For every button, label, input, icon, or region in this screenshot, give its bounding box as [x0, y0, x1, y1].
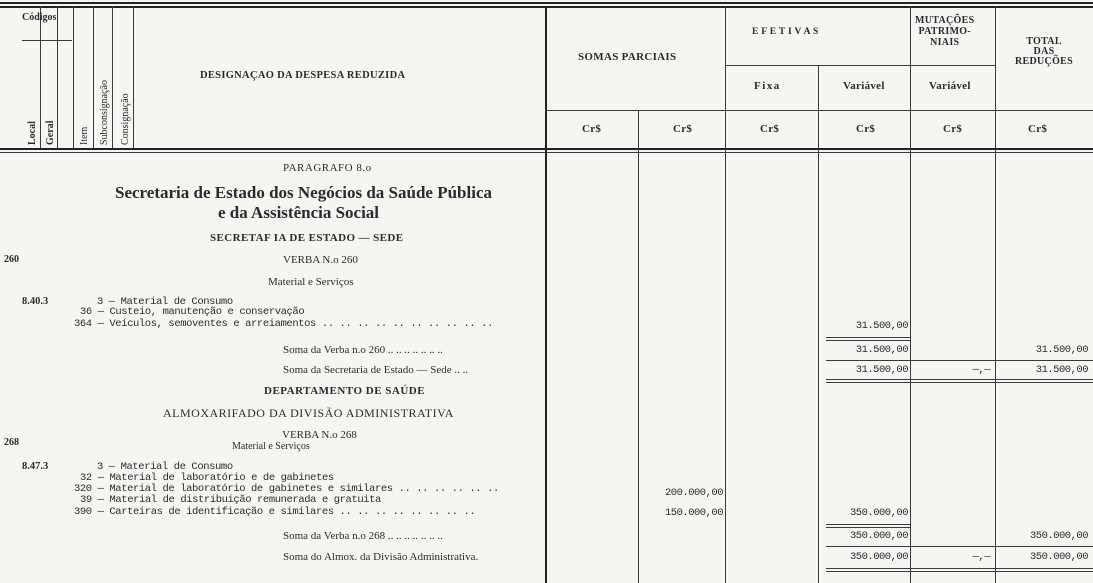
fixa-heading: Fixa — [754, 80, 781, 92]
soma-almox-mutacoes: —,— — [972, 551, 990, 563]
departamento-heading: DEPARTAMENTO DE SAÚDE — [264, 385, 426, 397]
paragrafo-title: PARAGRAFO 8.o — [283, 162, 372, 174]
value-390-somas: 150.000,00 — [664, 507, 723, 519]
col-divider-efetivas — [725, 6, 726, 583]
secretaria-title-1: Secretaria de Estado dos Negócios da Saúde Pública — [115, 183, 493, 202]
item-39-distribuicao: 39 — Material de distribuição remunerada e gratuita — [80, 494, 381, 506]
somas-parciais-heading: SOMAS PARCIAIS — [578, 51, 677, 63]
geral-heading: Geral — [45, 120, 56, 145]
value-320-somas: 200.000,00 — [664, 487, 723, 499]
top-border — [0, 2, 1093, 4]
col-divider — [57, 6, 58, 148]
code-8473: 8.47.3 — [22, 461, 49, 472]
sum-rule — [826, 524, 910, 525]
verba-268-heading: VERBA N.o 268 — [282, 429, 357, 441]
currency-somas-1: Cr$ — [582, 123, 602, 135]
soma-almox-label: Soma do Almox. da Divisão Administrativa. — [283, 551, 479, 563]
col-divider — [133, 6, 134, 148]
code-260: 260 — [4, 254, 19, 265]
item-390-carteiras: 390 — Carteiras de identificação e similares .. .. .. .. .. .. .. .. — [74, 506, 476, 518]
total-line-2: DAS — [1033, 46, 1055, 57]
soma-sede-label: Soma da Secretaria de Estado — Sede .. .. — [283, 364, 469, 376]
efetivas-underline — [725, 65, 910, 66]
currency-fixa: Cr$ — [760, 123, 780, 135]
total-line-3: REDUÇÕES — [1015, 56, 1073, 67]
soma-sede-total: 31.500,00 — [1035, 364, 1088, 376]
value-390-variavel: 350.000,00 — [849, 507, 908, 519]
sum-rule — [826, 568, 1093, 569]
sum-rule — [826, 382, 1093, 383]
secretaria-title-2: e da Assistência Social — [218, 203, 380, 222]
sum-rule — [826, 360, 1093, 361]
consignacao-heading: Consignação — [120, 93, 131, 145]
subconsignacao-heading: Subconsignação — [99, 80, 110, 145]
col-divider-total — [995, 6, 996, 583]
soma-260-variavel: 31.500,00 — [855, 344, 908, 356]
soma-268-total: 350.000,00 — [1029, 530, 1088, 542]
item-364-veiculos: 364 — Veículos, semoventes e arreiamentos .. .. .. .. .. .. .. .. .. .. — [74, 318, 493, 330]
currency-mutacoes: Cr$ — [943, 123, 963, 135]
mutacoes-line-1: MUTAÇÕES — [915, 15, 975, 26]
codigos-heading: Códigos — [22, 12, 57, 23]
designacao-heading: DESIGNAÇAO DA DESPESA REDUZIDA — [200, 70, 406, 81]
code-8403: 8.40.3 — [22, 296, 49, 307]
item-36-custeio: 36 — Custeio, manutenção e conservação — [80, 306, 305, 318]
item-heading: Item — [79, 126, 90, 145]
col-divider — [93, 6, 94, 148]
soma-268-variavel: 350.000,00 — [849, 530, 908, 542]
sum-rule — [826, 546, 1093, 547]
subheader-line — [545, 110, 1093, 111]
soma-verba-260-label: Soma da Verba n.o 260 .. .. .. .. .. .. .. — [283, 344, 443, 356]
col-divider — [40, 6, 41, 148]
col-divider-somas — [638, 110, 639, 583]
total-line-1: TOTAL — [1026, 36, 1062, 47]
mutacoes-line-3: NIAIS — [930, 37, 960, 48]
col-divider-mutacoes — [910, 6, 911, 583]
col-divider — [73, 6, 74, 148]
total-heading — [1004, 37, 1084, 67]
efetivas-heading: E F E T I V A S — [752, 27, 819, 37]
soma-almox-variavel: 350.000,00 — [849, 551, 908, 563]
currency-total: Cr$ — [1028, 123, 1048, 135]
sum-rule — [826, 337, 910, 338]
col-divider — [112, 6, 113, 148]
sum-rule — [826, 379, 1093, 380]
codigos-underline — [22, 40, 72, 41]
col-divider-fixa — [818, 65, 819, 583]
item-3-consumo-2: 3 — Material de Consumo — [97, 461, 233, 473]
code-268: 268 — [4, 437, 19, 448]
item-32-laboratorio: 32 — Material de laboratório e de gabinetes — [80, 472, 334, 484]
value-364-variavel: 31.500,00 — [855, 320, 908, 332]
mutacoes-underline — [910, 65, 995, 66]
soma-260-total: 31.500,00 — [1035, 344, 1088, 356]
soma-verba-268-label: Soma da Verba n.o 268 .. .. .. .. .. .. .. — [283, 530, 443, 542]
item-320-laboratorio: 320 — Material de laboratório de gabinetes e similares .. .. .. .. .. .. — [74, 483, 499, 495]
sum-rule — [826, 571, 1093, 572]
sum-rule — [826, 527, 910, 528]
sum-rule — [826, 340, 910, 341]
item-3-consumo: 3 — Material de Consumo — [97, 296, 233, 308]
mutacoes-line-2: PATRIMO- — [918, 26, 972, 37]
local-heading: Local — [27, 121, 38, 145]
soma-sede-mutacoes: —,— — [972, 364, 990, 376]
material-servicos-heading-1: Material e Serviços — [268, 276, 354, 288]
mutacoes-heading — [915, 15, 974, 48]
material-servicos-heading-2: Material e Serviços — [232, 441, 310, 452]
soma-almox-total: 350.000,00 — [1029, 551, 1088, 563]
soma-sede-variavel: 31.500,00 — [855, 364, 908, 376]
almoxarifado-heading: ALMOXARIFADO DA DIVISÃO ADMINISTRATIVA — [163, 406, 454, 420]
variavel-heading: Variável — [843, 80, 885, 92]
currency-somas-2: Cr$ — [673, 123, 693, 135]
secretaria-sede-heading: SECRETAF IA DE ESTADO — SEDE — [210, 232, 404, 244]
currency-variavel: Cr$ — [856, 123, 876, 135]
verba-260-heading: VERBA N.o 260 — [283, 254, 358, 266]
col-divider-designacao — [545, 6, 547, 583]
mutacoes-variavel-heading: Variável — [929, 80, 971, 92]
